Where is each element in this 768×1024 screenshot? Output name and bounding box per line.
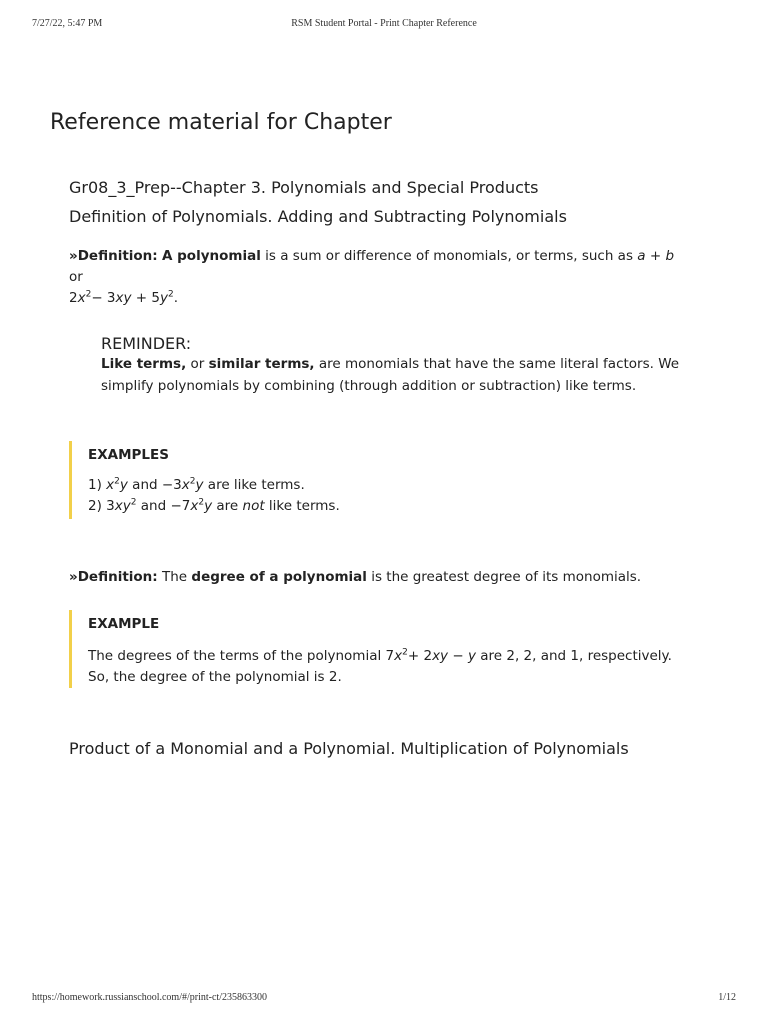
definition-marker: »Definition: (69, 248, 158, 264)
examples-heading: EXAMPLES (88, 447, 169, 463)
definition-text: is the greatest degree of its monomials. (366, 569, 642, 585)
example-line-1: 1) $x^2y$ and $-3x^2y$ are like terms. (88, 476, 305, 493)
example-heading: EXAMPLE (88, 616, 160, 632)
definition-marker: »Definition: (69, 569, 158, 585)
reminder-box (101, 334, 711, 397)
definition-expression: $2x^2- 3xy + 5y^2$. (69, 289, 179, 306)
definition-term: degree of a polynomial (191, 569, 367, 585)
definition-or: or (69, 269, 83, 285)
example-callout (69, 610, 708, 688)
definition-text: is a sum or difference of monomials, or terms, such as (260, 248, 638, 264)
reminder-heading: REMINDER: (101, 334, 192, 353)
definition-degree: »Definition: The degree of a polynomial is the greatest degree of its monomials. (69, 569, 642, 585)
print-url[interactable]: https://homework.russianschool.com/#/print-ct/235863300 (32, 992, 267, 1003)
section-title: Definition of Polynomials. Adding and Subtracting Polynomials (69, 207, 567, 226)
definition-polynomial (69, 246, 709, 309)
print-doc-title: RSM Student Portal - Print Chapter Reference (291, 18, 477, 29)
example-degree-line-1: The degrees of the terms of the polynomial $7x^2+ 2xy - y$ are 2, 2, and 1, respectively. (88, 647, 672, 664)
example-degree-line-2: So, the degree of the polynomial is 2. (88, 669, 342, 685)
print-page-number: 1/12 (718, 992, 736, 1003)
definition-term: A polynomial (162, 248, 261, 264)
example-line-2: 2) $3xy^2$ and $-7x^2y$ are not like terms. (88, 497, 340, 514)
page-title: Reference material for Chapter (50, 110, 392, 135)
chapter-title: Gr08_3_Prep--Chapter 3. Polynomials and Special Products (69, 178, 539, 197)
definition-example-ab: a + b (637, 248, 675, 264)
section-title: Product of a Monomial and a Polynomial. Multiplication of Polynomials (69, 739, 629, 758)
examples-callout (69, 441, 708, 519)
reminder-body: Like terms, or similar terms, are monomials that have the same literal factors. We simplify polynomials by combining (through addition or subtraction) like terms. (101, 356, 680, 394)
print-datetime: 7/27/22, 5:47 PM (32, 18, 103, 29)
